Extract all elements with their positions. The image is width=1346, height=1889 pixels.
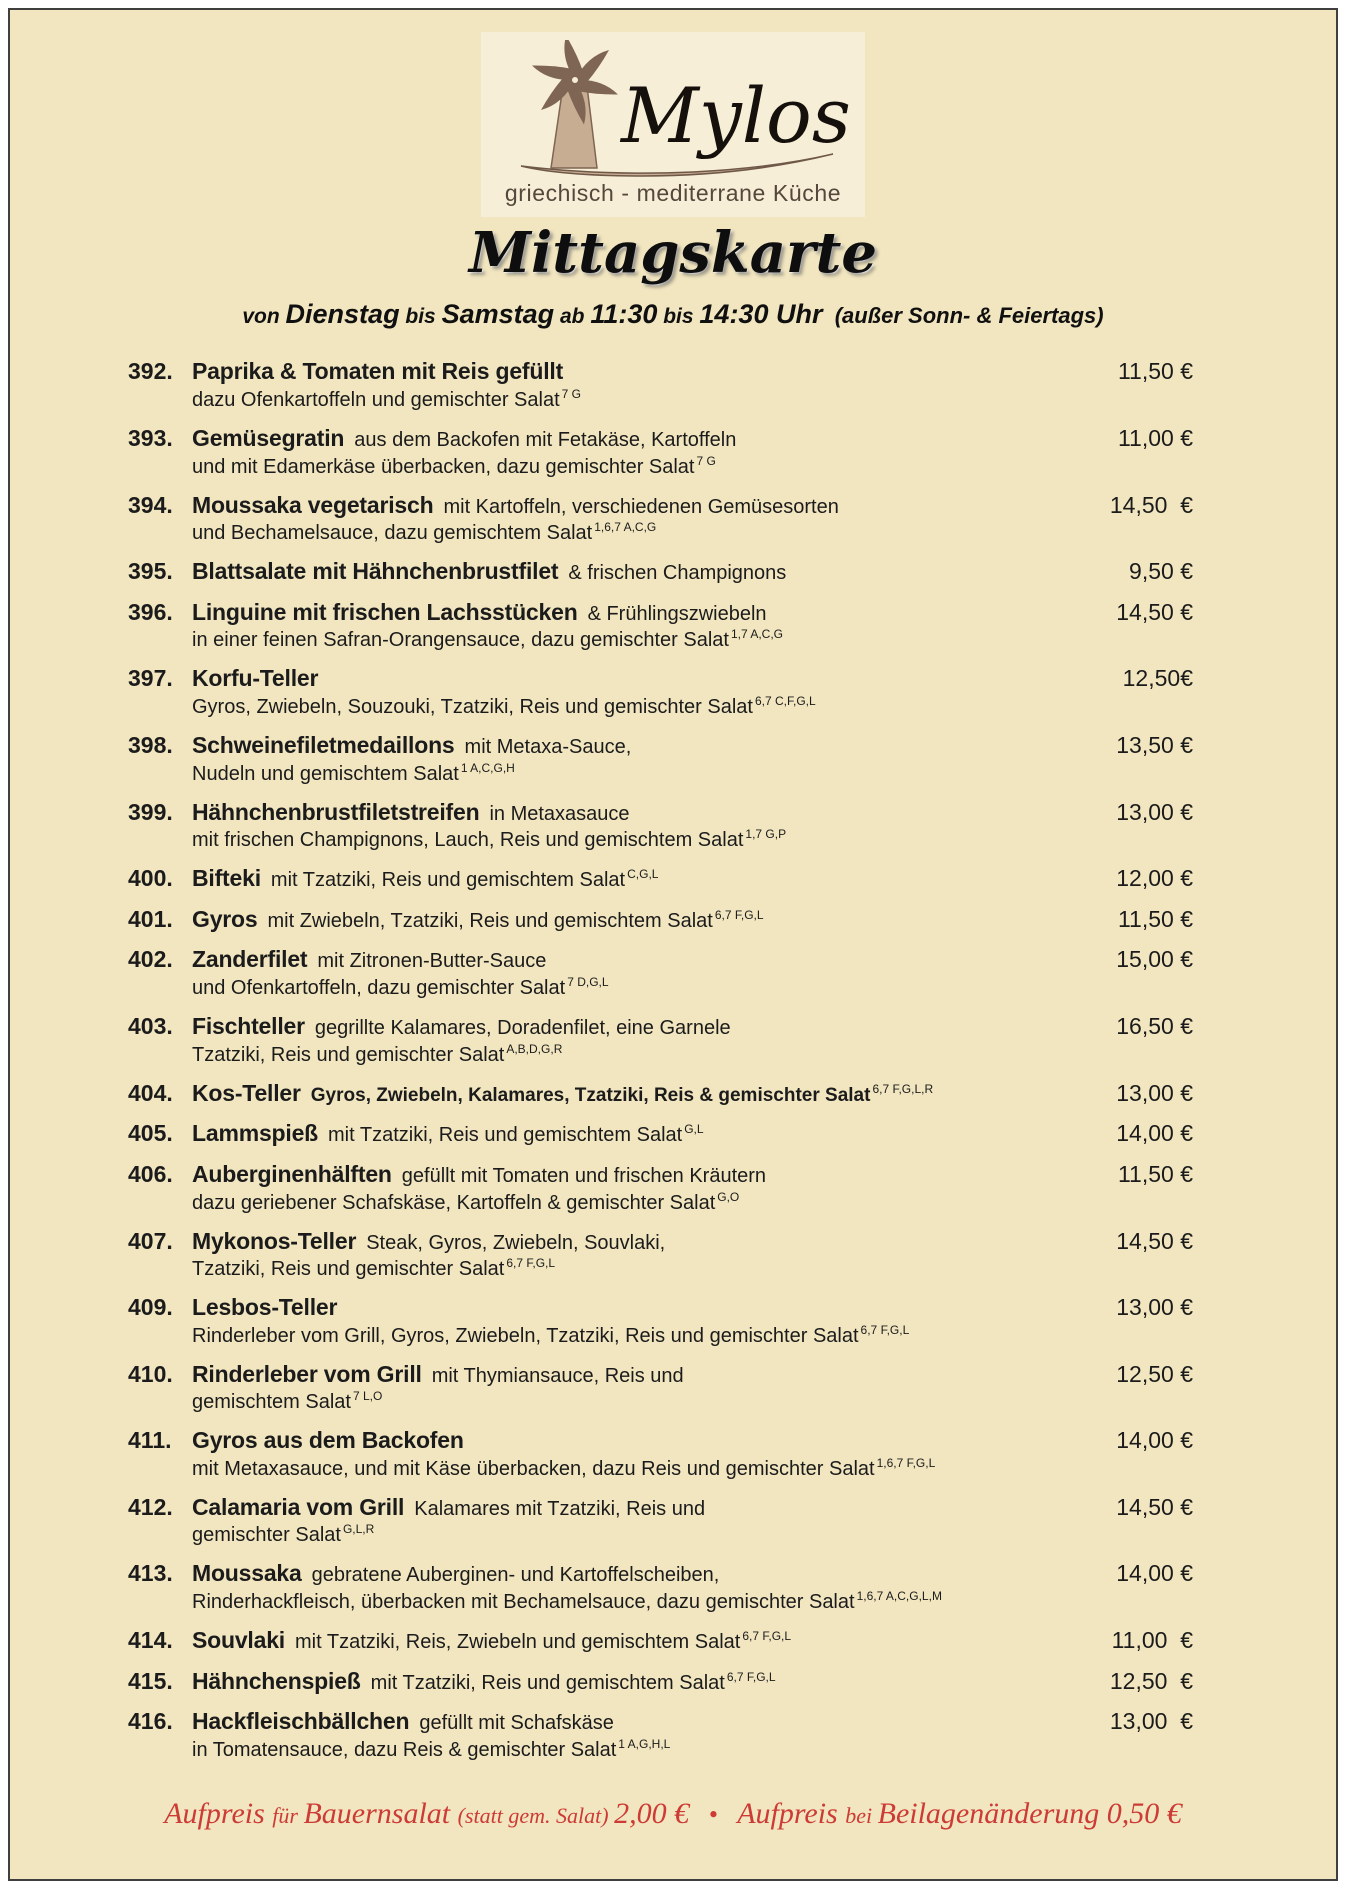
item-price: 11,50 € (1117, 358, 1193, 385)
item-name: Souvlaki (192, 1627, 285, 1654)
menu-list (10, 358, 1336, 1761)
item-number: 416. (128, 1708, 173, 1735)
text-part: Aufpreis (737, 1797, 846, 1830)
item-name: Zanderfilet (192, 946, 308, 973)
item-text (192, 558, 1071, 586)
menu-item-line1 (128, 599, 1193, 627)
item-allergen-codes: 7 L,O (352, 1389, 383, 1404)
text-part: (außer Sonn- & Feiertags) (822, 303, 1104, 329)
item-allergen-codes: 1,7 A,C,G (730, 627, 784, 642)
item-number: 407. (128, 1227, 173, 1254)
item-description-line2: und mit Edamerkäse überbacken, dazu gemischter Salat (192, 455, 695, 478)
item-text (192, 946, 1071, 974)
item-text (192, 492, 1071, 520)
item-text (192, 1228, 1071, 1256)
menu-item (128, 358, 1193, 412)
item-price: 12,50 € (1109, 1667, 1193, 1694)
item-price: 11,00 € (1111, 1627, 1193, 1654)
item-number: 398. (128, 731, 173, 758)
menu-item-line1 (128, 1494, 1193, 1522)
menu-item-line1 (128, 1013, 1193, 1041)
item-description: & Frühlingszwiebeln (587, 602, 767, 625)
menu-item (128, 665, 1193, 719)
item-description: mit Thymiansauce, Reis und (431, 1364, 684, 1387)
item-name: Moussaka vegetarisch (192, 491, 434, 518)
menu-item (128, 1294, 1193, 1348)
item-name: Blattsalate mit Hähnchenbrustfilet (192, 558, 559, 585)
item-name: Schweinefiletmedaillons (192, 731, 455, 758)
item-description-line2: Gyros, Zwiebeln, Souzouki, Tzatziki, Reis und gemischter Salat (192, 695, 753, 718)
item-number: 393. (128, 424, 173, 451)
item-text (192, 425, 1071, 453)
menu-item-line2 (192, 695, 1193, 719)
item-name: Fischteller (192, 1012, 305, 1039)
item-name: Hähnchenspieß (192, 1667, 361, 1694)
item-description: mit Tzatziki, Reis und gemischtem Salat (328, 1124, 683, 1147)
item-number: 411. (128, 1427, 172, 1454)
item-name: Hähnchenbrustfiletstreifen (192, 798, 480, 825)
menu-item-line1 (128, 1668, 1193, 1696)
item-description: mit Tzatziki, Reis und gemischtem Salat (370, 1671, 725, 1694)
text-part: 0,50 € (1106, 1797, 1182, 1830)
item-description: & frischen Champignons (568, 562, 787, 585)
item-description: Kalamares mit Tzatziki, Reis und (414, 1497, 706, 1520)
menu-item (128, 1708, 1193, 1762)
item-description: Steak, Gyros, Zwiebeln, Souvlaki, (366, 1231, 666, 1254)
item-text (192, 1494, 1071, 1522)
page-title: Mittagskarte (468, 220, 878, 286)
item-number: 403. (128, 1012, 173, 1039)
item-name: Moussaka (192, 1560, 302, 1587)
item-number: 395. (128, 558, 173, 585)
menu-item-line2 (192, 976, 1193, 1000)
item-price: 16,50 € (1116, 1012, 1193, 1039)
menu-item (128, 1120, 1193, 1148)
menu-item (128, 1161, 1193, 1215)
menu-item (128, 1013, 1193, 1067)
item-name: Kos-Teller (192, 1079, 301, 1106)
item-name: Bifteki (192, 865, 261, 892)
menu-item-line2 (192, 762, 1193, 786)
menu-item-line1 (128, 1708, 1193, 1736)
menu-item (128, 946, 1193, 1000)
item-allergen-codes: 1,6,7 A,C,G,L,M (856, 1589, 942, 1604)
item-text (192, 1668, 1071, 1696)
item-description-line2: Tzatziki, Reis und gemischter Salat (192, 1043, 505, 1066)
item-text (192, 358, 1071, 386)
item-description: aus dem Backofen mit Fetakäse, Kartoffeln (354, 428, 737, 451)
item-allergen-codes: 6,7 C,F,G,L (754, 693, 816, 708)
item-description: gebratene Auberginen- und Kartoffelscheiben, (311, 1564, 720, 1587)
item-allergen-codes: 6,7 F,G,L (742, 1629, 792, 1644)
item-text (192, 1013, 1071, 1041)
restaurant-logo (481, 32, 865, 217)
item-number: 404. (128, 1079, 173, 1106)
text-part: Dienstag (285, 299, 400, 330)
text-part: Aufpreis (164, 1797, 273, 1830)
item-description-line2: Rinderhackfleisch, überbacken mit Bechamelsauce, dazu gemischter Salat (192, 1591, 855, 1614)
item-name: Gyros aus dem Backofen (192, 1427, 464, 1454)
item-price: 13,00 € (1116, 1294, 1193, 1321)
item-allergen-codes: 1 A,G,H,L (618, 1736, 671, 1751)
item-allergen-codes: 7 G (561, 386, 581, 401)
text-part: bei (845, 1803, 878, 1828)
item-allergen-codes: 1,6,7 F,G,L (876, 1455, 936, 1470)
menu-item-line1 (128, 906, 1193, 934)
item-description-line2: und Bechamelsauce, dazu gemischtem Salat (192, 522, 593, 545)
menu-item-line1 (128, 1161, 1193, 1189)
item-name: Lesbos-Teller (192, 1294, 338, 1321)
item-description-line2: mit Metaxasauce, und mit Käse überbacken, dazu Reis und gemischter Salat (192, 1457, 875, 1480)
item-number: 412. (128, 1493, 173, 1520)
item-number: 405. (128, 1120, 173, 1147)
menu-item-line1 (128, 1228, 1193, 1256)
menu-item-line2 (192, 1043, 1193, 1067)
text-part: (statt gem. Salat) (457, 1803, 615, 1828)
item-price: 9,50 € (1129, 558, 1193, 585)
item-name: Lammspieß (192, 1120, 319, 1147)
item-name: Linguine mit frischen Lachsstücken (192, 598, 578, 625)
brand-name: Mylos (621, 71, 851, 160)
item-allergen-codes: 1,6,7 A,C,G (594, 520, 657, 535)
menu-item-line2 (192, 1191, 1193, 1215)
item-text (192, 1361, 1071, 1389)
item-description: gegrillte Kalamares, Doradenfilet, eine Garnele (314, 1016, 731, 1039)
item-price: 14,50 € (1109, 491, 1193, 518)
text-part: Bauernsalat (303, 1797, 458, 1830)
menu-item-line1 (128, 358, 1193, 386)
item-name: Mykonos-Teller (192, 1227, 357, 1254)
item-text (192, 599, 1071, 627)
surcharge-note (10, 1797, 1336, 1879)
item-allergen-codes: A,B,D,G,R (506, 1041, 563, 1056)
item-number: 414. (128, 1627, 173, 1654)
text-part: Beilagenänderung (877, 1797, 1107, 1830)
item-description-line2: gemischtem Salat (192, 1391, 351, 1414)
item-number: 402. (128, 946, 173, 973)
menu-item (128, 906, 1193, 934)
item-price: 11,50 € (1117, 1160, 1193, 1187)
item-number: 410. (128, 1360, 173, 1387)
text-part: ab (554, 305, 591, 329)
menu-item-line1 (128, 1080, 1193, 1108)
menu-item (128, 558, 1193, 586)
menu-item-line1 (128, 1120, 1193, 1148)
item-text (192, 799, 1071, 827)
item-price: 12,50€ (1122, 665, 1193, 692)
item-price: 14,50 € (1116, 598, 1193, 625)
menu-item (128, 865, 1193, 893)
item-name: Auberginenhälften (192, 1160, 392, 1187)
menu-item-line1 (128, 492, 1193, 520)
item-price: 15,00 € (1116, 946, 1193, 973)
item-allergen-codes: G,L (684, 1122, 704, 1137)
menu-item (128, 1427, 1193, 1481)
item-number: 400. (128, 865, 173, 892)
item-number: 415. (128, 1667, 173, 1694)
item-description-line2: in einer feinen Safran-Orangensauce, dazu gemischter Salat (192, 629, 729, 652)
windmill-logo-graphic (493, 40, 853, 178)
item-price: 11,00 € (1117, 424, 1193, 451)
item-allergen-codes: 6,7 F,G,L (860, 1322, 910, 1337)
item-description-line2: Rinderleber vom Grill, Gyros, Zwiebeln, Tzatziki, Reis und gemischter Salat (192, 1324, 859, 1347)
menu-item (128, 1361, 1193, 1415)
item-allergen-codes: 6,7 F,G,L,R (872, 1081, 934, 1096)
item-number: 399. (128, 798, 173, 825)
menu-item (128, 732, 1193, 786)
item-text (192, 1627, 1071, 1655)
item-number: 394. (128, 491, 173, 518)
menu-item-line2 (192, 455, 1193, 479)
menu-item (128, 425, 1193, 479)
item-price: 14,50 € (1116, 1493, 1193, 1520)
menu-item-line1 (128, 1427, 1193, 1455)
item-text (192, 1560, 1071, 1588)
menu-item-line1 (128, 865, 1193, 893)
text-part: 11:30 (590, 299, 658, 330)
menu-item-line1 (128, 425, 1193, 453)
item-description-line2: dazu geriebener Schafskäse, Kartoffeln & gemischter Salat (192, 1191, 716, 1214)
menu-item-line2 (192, 1738, 1193, 1762)
item-price: 13,50 € (1116, 731, 1193, 758)
item-description-line2: und Ofenkartoffeln, dazu gemischter Salat (192, 976, 566, 999)
text-part: Samstag (441, 299, 555, 330)
logo-subtitle: griechisch - mediterrane Küche (504, 180, 842, 206)
menu-item-line2 (192, 1523, 1193, 1547)
menu-item-line1 (128, 732, 1193, 760)
item-allergen-codes: G,L,R (342, 1522, 375, 1537)
text-part: • (689, 1800, 738, 1829)
item-number: 397. (128, 665, 173, 692)
item-description: mit Metaxa-Sauce, (464, 735, 632, 758)
item-description-line2: Tzatziki, Reis und gemischter Salat (192, 1258, 505, 1281)
text-part: von (242, 305, 286, 329)
menu-item (128, 1080, 1193, 1108)
item-name: Paprika & Tomaten mit Reis gefüllt (192, 358, 564, 385)
item-price: 14,00 € (1116, 1560, 1193, 1587)
item-name: Calamaria vom Grill (192, 1493, 405, 1520)
item-description: Gyros, Zwiebeln, Kalamares, Tzatziki, Reis & gemischter Salat (310, 1084, 871, 1106)
item-description-line2: mit frischen Champignons, Lauch, Reis und gemischtem Salat (192, 829, 744, 852)
item-description-line2: in Tomatensauce, dazu Reis & gemischter Salat (192, 1738, 617, 1761)
item-number: 396. (128, 598, 173, 625)
text-part: 14:30 Uhr (699, 299, 823, 330)
opening-hours (10, 299, 1336, 330)
menu-item (128, 1228, 1193, 1282)
menu-item-line2 (192, 388, 1193, 412)
item-description-line2: gemischter Salat (192, 1524, 341, 1547)
item-price: 12,50 € (1116, 1360, 1193, 1387)
menu-item-line1 (128, 1361, 1193, 1389)
item-text (192, 1427, 1071, 1455)
menu-item-line2 (192, 1390, 1193, 1414)
item-text (192, 865, 1071, 893)
item-number: 406. (128, 1160, 173, 1187)
item-description: mit Zitronen-Butter-Sauce (317, 950, 547, 973)
item-allergen-codes: 6,7 F,G,L (506, 1256, 556, 1271)
item-name: Korfu-Teller (192, 665, 319, 692)
item-price: 13,00 € (1116, 1079, 1193, 1106)
menu-item-line1 (128, 1560, 1193, 1588)
menu-item (128, 599, 1193, 653)
item-number: 392. (128, 358, 173, 385)
item-price: 14,50 € (1116, 1227, 1193, 1254)
item-price: 14,00 € (1116, 1427, 1193, 1454)
menu-item-line1 (128, 1627, 1193, 1655)
menu-item-line2 (192, 1590, 1193, 1614)
item-name: Hackfleischbällchen (192, 1708, 410, 1735)
menu-item-line2 (192, 1257, 1193, 1281)
item-price: 13,00 € (1116, 798, 1193, 825)
item-allergen-codes: 1 A,C,G,H (460, 760, 515, 775)
menu-item (128, 1668, 1193, 1696)
menu-item-line2 (192, 1457, 1193, 1481)
menu-item-line2 (192, 628, 1193, 652)
menu-page (8, 8, 1338, 1881)
menu-item-line1 (128, 799, 1193, 827)
item-text (192, 906, 1071, 934)
item-number: 409. (128, 1294, 173, 1321)
text-part: bis (399, 305, 442, 329)
menu-item-line2 (192, 1324, 1193, 1348)
item-description-line2: Nudeln und gemischtem Salat (192, 762, 459, 785)
item-text (192, 1120, 1071, 1148)
item-description: mit Tzatziki, Reis, Zwiebeln und gemischtem Salat (295, 1631, 741, 1654)
item-text (192, 1080, 1071, 1108)
item-description: mit Zwiebeln, Tzatziki, Reis und gemischtem Salat (267, 909, 713, 932)
item-name: Rinderleber vom Grill (192, 1360, 422, 1387)
item-allergen-codes: 6,7 F,G,L (726, 1669, 776, 1684)
item-description: gefüllt mit Schafskäse (419, 1712, 614, 1735)
item-number: 401. (128, 905, 173, 932)
item-allergen-codes: 6,7 F,G,L (714, 907, 764, 922)
item-allergen-codes: 7 G (696, 453, 716, 468)
item-allergen-codes: 1,7 G,P (745, 827, 787, 842)
item-name: Gemüsegratin (192, 424, 345, 451)
item-price: 11,50 € (1117, 905, 1193, 932)
item-text (192, 665, 1071, 693)
menu-item-line1 (128, 1294, 1193, 1322)
item-number: 413. (128, 1560, 173, 1587)
item-description: mit Kartoffeln, verschiedenen Gemüsesorten (443, 495, 839, 518)
item-price: 14,00 € (1116, 1120, 1193, 1147)
text-part: 2,00 € (614, 1797, 690, 1830)
menu-item-line1 (128, 946, 1193, 974)
menu-item (128, 799, 1193, 853)
menu-item (128, 1627, 1193, 1655)
item-text (192, 1294, 1071, 1322)
menu-item (128, 1494, 1193, 1548)
item-price: 13,00 € (1109, 1708, 1193, 1735)
item-allergen-codes: G,O (717, 1189, 740, 1204)
text-part: für (272, 1803, 304, 1828)
item-allergen-codes: 7 D,G,L (567, 974, 609, 989)
item-description-line2: dazu Ofenkartoffeln und gemischter Salat (192, 388, 560, 411)
item-price: 12,00 € (1116, 865, 1193, 892)
text-part: bis (657, 305, 700, 329)
menu-item-line1 (128, 665, 1193, 693)
item-name: Gyros (192, 905, 258, 932)
item-text (192, 732, 1071, 760)
menu-item-line1 (128, 558, 1193, 586)
menu-item-line2 (192, 521, 1193, 545)
item-text (192, 1708, 1071, 1736)
item-text (192, 1161, 1071, 1189)
menu-item (128, 492, 1193, 546)
item-description: in Metaxasauce (489, 802, 630, 825)
menu-item-line2 (192, 828, 1193, 852)
item-description: gefüllt mit Tomaten und frischen Kräutern (401, 1164, 767, 1187)
item-allergen-codes: C,G,L (627, 867, 659, 882)
menu-item (128, 1560, 1193, 1614)
item-description: mit Tzatziki, Reis und gemischtem Salat (270, 869, 626, 892)
